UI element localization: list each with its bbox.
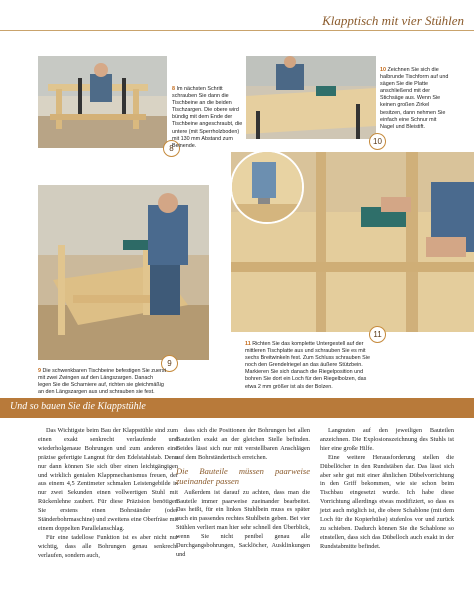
step-caption-9	[38, 368, 166, 396]
section-title: Und so bauen Sie die Klappstühle	[10, 401, 146, 412]
step-number-10: 10	[369, 133, 386, 150]
caption-number: 9	[38, 368, 41, 374]
caption-text: Richten Sie das komplette Untergestell auf der mittleren Tischplatte aus und schrauben Sie es mit sechs Breitwinkeln fest. Zum Schluss schrauben Sie noch den Grendelriegel an das äußere Stützbein. Markieren Sie sich danach die Riegelposition und bohren Sie dort ein Loch für den Riegelbolzen, das etwa 2 mm größer ist als der Bolzen.	[245, 341, 370, 390]
paragraph: Eine weitere Herausforderung stellen die Dübellöcher in den Rundstäben dar. Das lässt sich aber sehr gut mit einer ähnlichen Dübelvorrichtung in den Griff bekommen, wie sie schon beim Tischbau eingesetzt wurde. Ich habe diese Vorrichtung allerdings etwas modifiziert, so dass es jetzt auch möglich ist, die obere Schablone (mit dem Loch für die Kopierhülse) stufenlos vor und zurück zu schieben. Dadurch können Sie die Schablone so einstellen, dass sich das Dübelloch auch exakt in der Rundstabmitte befindet.	[320, 453, 454, 550]
step-number-9: 9	[161, 355, 178, 372]
text-column-1	[38, 427, 178, 561]
photo-step-9	[38, 185, 209, 360]
paragraph: dass sich die Positionen der Bohrungen bei allen Bauteilen exakt an der gleichen Stelle befinden. Beides lässt sich nur mit verstellbaren Anschlägen auf dem Bohrständertisch erreichen.	[176, 427, 310, 461]
paragraph: Für eine tadellose Funktion ist es aber nicht nur wichtig, dass alle Bohrungen genau senkrecht verlaufen, sondern auch,	[38, 533, 178, 559]
caption-number: 8	[172, 86, 175, 92]
caption-text: Die schwenkbaren Tischbeine befestigen Sie zuerst mit zwei Zwingen auf den Längszargen. Danach legen Sie die Scharniere auf, richten sie gleichmäßig an den Längszargen aus und schrauben sie fest.	[38, 368, 166, 396]
caption-text: Im nächsten Schritt schrauben Sie dann die Tischbeine an die beiden Tischzargen. Die obere wird bündig mit dem Ende der Tischbeine angeschraubt, die untere (mit Sperrholzboden) mit 130 mm Abstand zum Beinende.	[172, 86, 243, 149]
paragraph: Das Wichtigste beim Bau der Klappstühle sind zum einen exakt senkrecht verlaufende und wiederholgenaue Bohrungen und zum anderen eine präzise gefertigte Langnut für den Edelstahlstab. Denn nur dann können Sie sich über einen leichtgängigen und wirklich genialen Klappmechanismus freuen, der aus einem 4,5 Zentimeter schmalen Leistengebilde in nur zwei Sekunden einen vollwertigen Stuhl mit Rückenlehne zaubert. Für diese Präzision benötigen Sie erstens einen Bohrständer (oder Ständerbohrmaschine) und zweitens eine Oberfräse mit einem doppelten Parallelanschlag.	[38, 427, 178, 532]
photo-step-8	[38, 56, 167, 148]
photo-step-11-inset	[230, 150, 304, 224]
caption-text: Zeichnen Sie sich die halbrunde Tischform auf und sägen Sie die Platte anschließend mit der Stichsäge aus. Wenn Sie keinen großen Zirkel besitzen, dann nehmen Sie einfach eine Schnur mit Nagel und Bleistift.	[380, 67, 449, 130]
page-header-title: Klapptisch mit vier Stühlen	[322, 13, 464, 28]
caption-number: 10	[380, 67, 386, 73]
caption-number: 11	[245, 341, 251, 347]
text-column-3	[320, 427, 454, 552]
photo-step-10	[246, 56, 376, 139]
step-caption-11	[245, 341, 377, 391]
text-column-2	[176, 427, 310, 560]
paragraph: Langnuten auf den jeweiligen Bauteilen anzeichnen. Die Explosionszeichnung des Stuhls ist hier eine große Hilfe.	[320, 427, 454, 452]
header-divider	[0, 30, 474, 31]
step-caption-8	[172, 86, 244, 150]
step-caption-10	[380, 67, 450, 131]
step-number-11: 11	[369, 326, 386, 343]
subheading: Die Bauteile müssen paarweise zueinander passen	[176, 465, 310, 486]
step-number-8: 8	[163, 140, 180, 157]
paragraph: Außerdem ist darauf zu achten, dass man die Bauteile immer paarweise zueinander bearbeitet. Das heißt, für ein linkes Stuhlbein muss es später auch ein passendes rechtes Stuhlbein geben. Bei vier Stühlen verliert man hier sehr schnell den Überblick, wenn Sie nicht penibel genau alle Durchgangsbohrungen, Sacklöcher, Ausklinkungen und	[176, 488, 310, 558]
section-band	[0, 398, 474, 418]
